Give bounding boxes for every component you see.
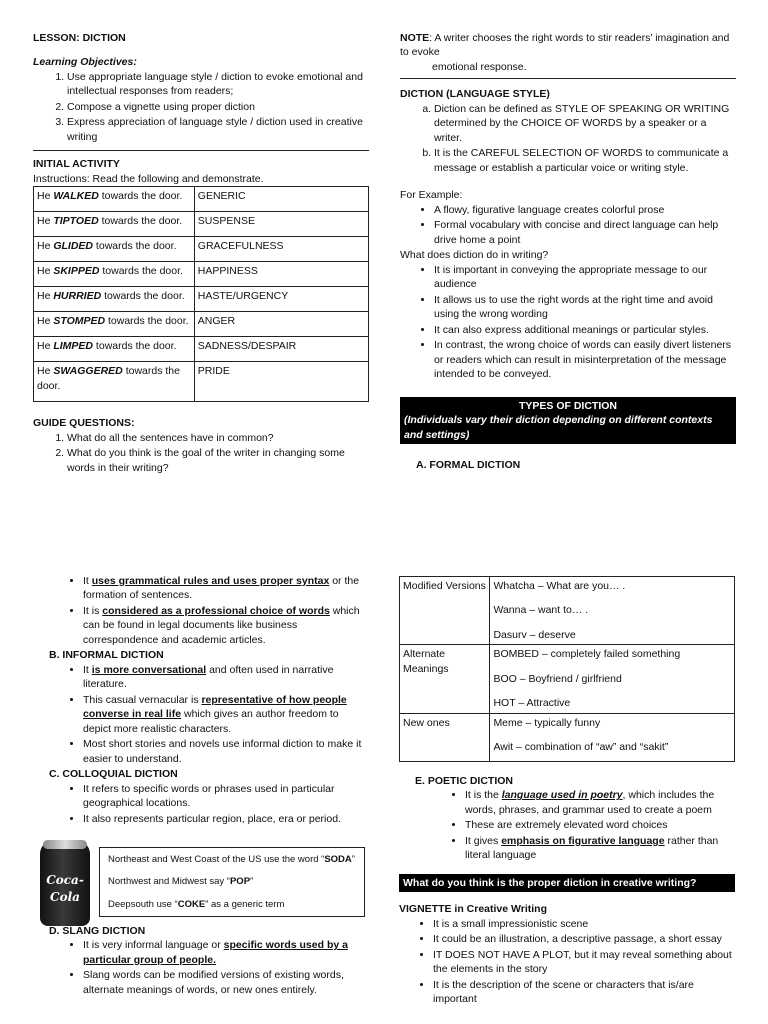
informal-list [49, 663, 369, 766]
slang-section [49, 924, 369, 998]
soda-can-image [40, 840, 90, 926]
sentence-cell: He HURRIED towards the door. [34, 287, 195, 312]
type-cell: New ones [400, 713, 490, 761]
slang-list [49, 938, 369, 997]
type-cell: Alternate Meanings [400, 645, 490, 713]
left-bottom-column [49, 574, 369, 827]
table-row [34, 287, 369, 312]
list-item: • It is the language used in poetry, which includes the words, phrases, and grammar used to create a poem [465, 788, 735, 817]
list-item: • IT DOES NOT HAVE A PLOT, but it may reveal something about the elements in the story [433, 948, 735, 977]
can-lid [43, 840, 87, 849]
list-item: 1. Use appropriate language style / diction to evoke emotional and intellectual responses from readers; [67, 70, 369, 99]
list-item: 1. What do all the sentences have in common? [67, 431, 369, 445]
types-of-diction-banner [400, 397, 736, 444]
divider [400, 78, 736, 79]
sentence-cell: He LIMPED towards the door. [34, 337, 195, 362]
slang-table [399, 576, 735, 762]
pop-line: Northwest and Midwest say “POP” [108, 876, 254, 888]
what-does-title: What does diction do in writing? [400, 249, 549, 262]
table-row [34, 337, 369, 362]
right-bottom-column [399, 576, 735, 1008]
examples-cell: Meme – typically funny Awit – combination of “aw” and “sakit” [490, 713, 735, 761]
list-item: • This casual vernacular is representative of how people converse in real life which gives an author freedom to depict more realistic characters. [83, 693, 369, 736]
list-item: • It can also express additional meanings or particular styles. [434, 323, 736, 337]
list-item: • Slang words can be modified versions of existing words, alternate meanings of words, or new ones entirely. [83, 968, 369, 997]
table-row [400, 713, 735, 761]
tone-cell: ANGER [194, 312, 368, 337]
sentence-cell: He WALKED towards the door. [34, 187, 195, 212]
list-item: • It gives emphasis on figurative language rather than literal language [465, 834, 735, 863]
tone-cell: HAPPINESS [194, 262, 368, 287]
list-item: • Most short stories and novels use informal diction to make it easier to understand. [83, 737, 369, 766]
list-item: • In contrast, the wrong choice of words can easily divert listeners or readers which can result in misinterpretation of the message intended to be conveyed. [434, 338, 736, 381]
table-row [400, 645, 735, 713]
examples-list [400, 203, 736, 247]
note: NOTE: A writer chooses the right words to stir readers’ imagination and to evoke [400, 32, 730, 59]
list-item: • It could be an illustration, a descriptive passage, a short essay [433, 932, 735, 946]
list-item: • It refers to specific words or phrases used in particular geographical locations. [83, 782, 369, 811]
objectives-list [33, 70, 369, 144]
list-item: b. It is the CAREFUL SELECTION OF WORDS to communicate a message or establish a particular voice or writing style. [434, 146, 736, 175]
list-item: • It is very informal language or specific words used by a particular group of people. [83, 938, 369, 967]
table-row [34, 312, 369, 337]
list-item: a. Diction can be defined as STYLE OF SPEAKING OR WRITING determined by the CHOICE OF WORDS by a speaker or a writer. [434, 102, 736, 145]
sentence-cell: He GLIDED towards the door. [34, 237, 195, 262]
formal-list [49, 574, 369, 647]
colloquial-example-box [99, 847, 365, 917]
types-title: TYPES OF DICTION [518, 399, 617, 412]
table-row [34, 362, 369, 402]
tone-cell: HASTE/URGENCY [194, 287, 368, 312]
what-does-list [400, 263, 736, 382]
list-item: 3. Express appreciation of language style / diction used in creative writing [67, 115, 369, 144]
tone-cell: GENERIC [194, 187, 368, 212]
guide-questions-title: GUIDE QUESTIONS: [33, 417, 135, 430]
table-row [34, 212, 369, 237]
list-item: • It is the description of the scene or characters that is/are important [433, 978, 735, 1007]
question-banner: What do you think is the proper diction in creative writing? [399, 874, 735, 892]
list-item: • It is a small impressionistic scene [433, 917, 735, 931]
note-continuation: emotional response. [432, 60, 527, 73]
type-cell: Modified Versions [400, 577, 490, 645]
soda-line: Northeast and West Coast of the US use the word “SODA” [108, 854, 355, 865]
list-item: • A flowy, figurative language creates colorful prose [434, 203, 736, 217]
slang-diction-title: D. SLANG DICTION [49, 925, 146, 937]
tone-cell: GRACEFULNESS [194, 237, 368, 262]
left-top-column [33, 31, 369, 476]
tone-cell: SUSPENSE [194, 212, 368, 237]
poetic-list [399, 788, 735, 862]
list-item: • It also represents particular region, place, era or period. [83, 812, 369, 826]
informal-diction-title: B. INFORMAL DICTION [49, 649, 164, 662]
divider [33, 150, 369, 151]
objectives-title: Learning Objectives: [33, 56, 137, 69]
diction-title: DICTION (LANGUAGE STYLE) [400, 88, 550, 101]
sentence-cell: He SKIPPED towards the door. [34, 262, 195, 287]
colloquial-list [49, 782, 369, 826]
right-top-column [400, 31, 736, 473]
list-item: • It is important in conveying the appropriate message to our audience [434, 263, 736, 292]
coke-line: Deepsouth use “COKE” as a generic term [108, 898, 285, 910]
table-row [34, 237, 369, 262]
lesson-title: LESSON: DICTION [33, 32, 126, 44]
list-item: • Formal vocabulary with concise and direct language can help drive home a point [434, 218, 736, 247]
list-item: • It allows us to use the right words at the right time and avoid using the wrong wording [434, 293, 736, 322]
sentence-cell: He STOMPED towards the door. [34, 312, 195, 337]
examples-cell: Whatcha – What are you… . Wanna – want to… . Dasurv – deserve [490, 577, 735, 645]
list-item: • It uses grammatical rules and uses proper syntax or the formation of sentences. [83, 574, 369, 603]
list-item: • It is considered as a professional choice of words which can be found in legal documents like business correspondence and academic articles. [83, 604, 369, 647]
list-item: • It is more conversational and often used in narrative literature. [83, 663, 369, 692]
vignette-title: VIGNETTE in Creative Writing [399, 903, 547, 916]
verb-table [33, 186, 369, 402]
examples-cell: BOMBED – completely failed something BOO – Boyfriend / girlfriend HOT – Attractive [490, 645, 735, 713]
sentence-cell: He SWAGGERED towards the door. [34, 362, 195, 402]
sentence-cell: He TIPTOED towards the door. [34, 212, 195, 237]
table-row [34, 262, 369, 287]
instructions: Instructions: Read the following and demonstrate. [33, 172, 264, 185]
list-item: • These are extremely elevated word choices [465, 818, 735, 832]
types-subtitle: (Individuals vary their diction depending on different contexts and settings) [404, 414, 713, 441]
formal-diction-title: A. FORMAL DICTION [416, 459, 521, 472]
table-row [34, 187, 369, 212]
colloquial-diction-title: C. COLLOQUIAL DICTION [49, 768, 178, 781]
tone-cell: SADNESS/DESPAIR [194, 337, 368, 362]
list-item: 2. What do you think is the goal of the writer in changing some words in their writing? [67, 446, 369, 475]
can-logo: Coca-Cola [46, 873, 84, 904]
tone-cell: PRIDE [194, 362, 368, 402]
poetic-diction-title: E. POETIC DICTION [415, 774, 514, 787]
vignette-list [399, 917, 735, 1007]
list-item: 2. Compose a vignette using proper diction [67, 100, 369, 114]
guide-questions-list [33, 431, 369, 475]
example-title: For Example: [400, 189, 463, 202]
diction-definitions [400, 102, 736, 175]
table-row [400, 577, 735, 645]
initial-activity-title: INITIAL ACTIVITY [33, 158, 120, 171]
